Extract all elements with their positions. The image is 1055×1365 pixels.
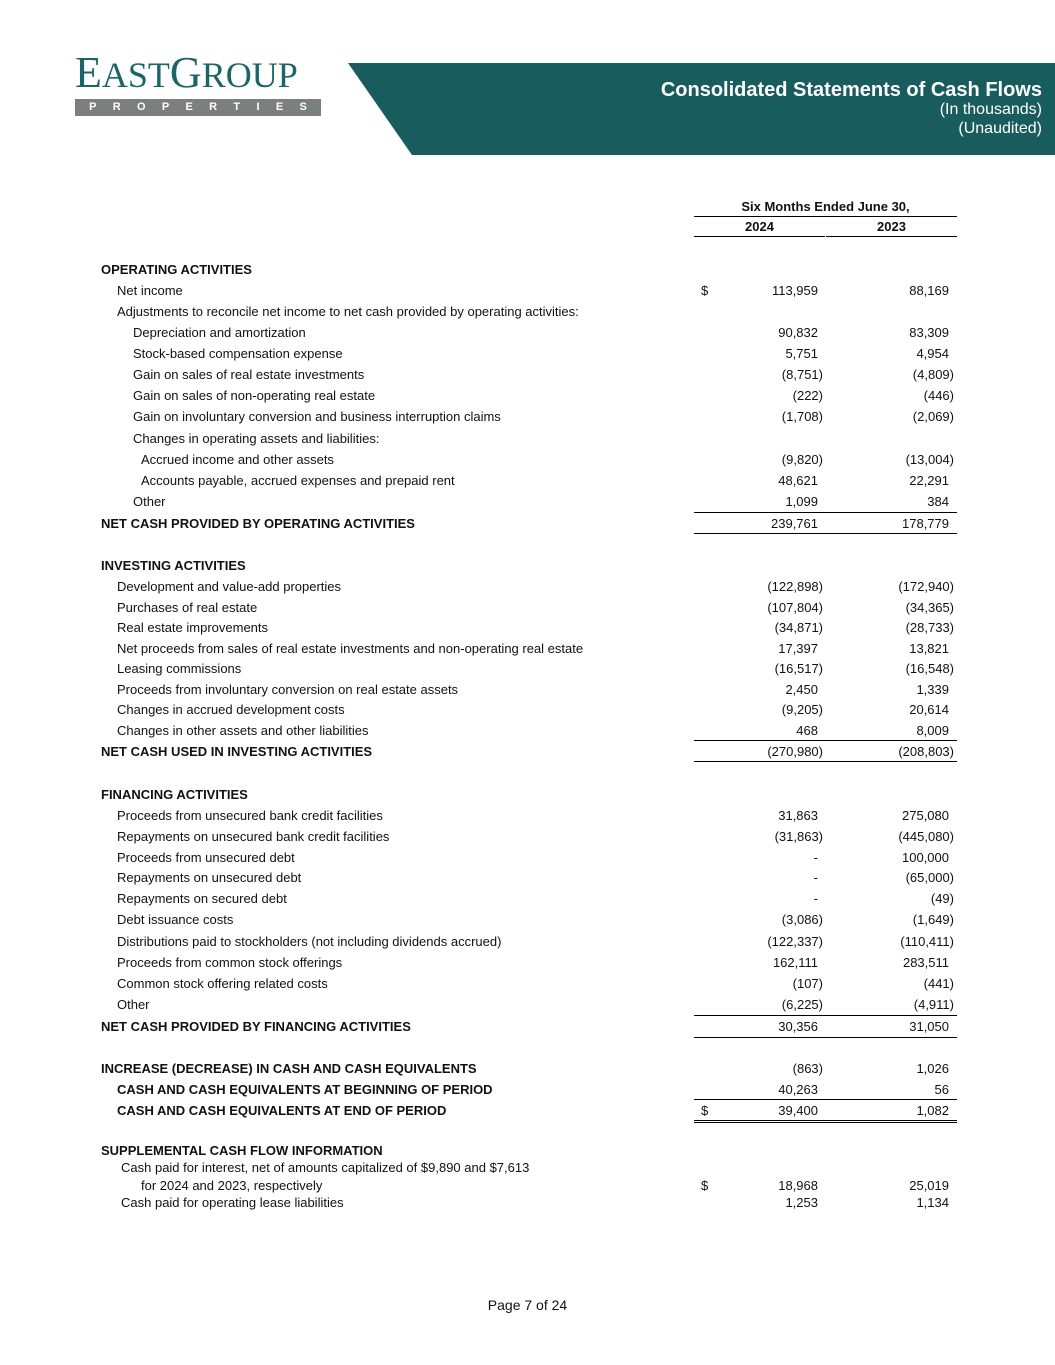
page-subtitle-units: (In thousands)	[939, 101, 1042, 118]
section-heading: SUPPLEMENTAL CASH FLOW INFORMATION	[101, 1143, 383, 1158]
page-number: Page 7 of 24	[487, 1297, 568, 1313]
subtotal-rule	[694, 1099, 957, 1100]
table-row: Accrued income and other assets (9,820) (13,004)	[141, 452, 954, 467]
section-heading: FINANCING ACTIVITIES	[101, 787, 248, 802]
table-row: Proceeds from unsecured bank credit facilities 31,863 275,080	[117, 808, 949, 823]
table-row: Purchases of real estate (107,804) (34,365)	[117, 600, 954, 615]
table-row: Repayments on secured debt - (49)	[117, 891, 954, 906]
section-heading: OPERATING ACTIVITIES	[101, 262, 252, 277]
table-row: Other (6,225) (4,911)	[117, 997, 954, 1012]
table-row: Accounts payable, accrued expenses and prepaid rent 48,621 22,291	[141, 473, 949, 488]
table-row: Adjustments to reconcile net income to net cash provided by operating activities:	[117, 304, 579, 319]
logo-properties-bar: P R O P E R T I E S	[75, 99, 321, 116]
table-row: Gain on sales of real estate investments (8,751) (4,809)	[133, 367, 954, 382]
total-row: CASH AND CASH EQUIVALENTS AT END OF PERIOD $ 39,400 1,082	[117, 1103, 949, 1118]
company-logo	[75, 48, 321, 116]
subtotal-rule	[694, 1015, 957, 1016]
year-header-2024: 2024	[694, 219, 825, 237]
total-rule	[694, 533, 957, 534]
year-header-2023: 2023	[826, 219, 957, 237]
total-row: NET CASH USED IN INVESTING ACTIVITIES (270,980) (208,803)	[101, 744, 954, 759]
total-rule	[694, 761, 957, 762]
grand-total-rule	[694, 1120, 957, 1123]
table-row: Real estate improvements (34,871) (28,733)	[117, 620, 954, 635]
table-row: Gain on involuntary conversion and business interruption claims (1,708) (2,069)	[133, 409, 954, 424]
total-row: CASH AND CASH EQUIVALENTS AT BEGINNING OF PERIOD 40,263 56	[117, 1082, 949, 1097]
table-row: Proceeds from common stock offerings 162,111 283,511	[117, 955, 949, 970]
table-row: Net income $ 113,959 88,169	[117, 283, 949, 298]
subtotal-rule	[694, 512, 957, 513]
period-header: Six Months Ended June 30,	[694, 199, 957, 217]
table-row: Gain on sales of non-operating real estate (222) (446)	[133, 388, 954, 403]
table-row: Cash paid for operating lease liabilities 1,253 1,134	[121, 1195, 949, 1210]
table-row: Distributions paid to stockholders (not including dividends accrued) (122,337) (110,411)	[117, 934, 954, 949]
table-row: Other 1,099 384	[133, 494, 949, 509]
table-row: Repayments on unsecured bank credit facilities (31,863) (445,080)	[117, 829, 954, 844]
table-row: for 2024 and 2023, respectively $ 18,968 25,019	[141, 1178, 949, 1193]
table-row: Repayments on unsecured debt - (65,000)	[117, 870, 954, 885]
subtotal-rule	[694, 740, 957, 741]
total-row: NET CASH PROVIDED BY OPERATING ACTIVITIES 239,761 178,779	[101, 516, 949, 531]
total-row: NET CASH PROVIDED BY FINANCING ACTIVITIES 30,356 31,050	[101, 1019, 949, 1034]
table-row: Leasing commissions (16,517) (16,548)	[117, 661, 954, 676]
total-row: INCREASE (DECREASE) IN CASH AND CASH EQUIVALENTS (863) 1,026	[101, 1061, 949, 1076]
table-row: Debt issuance costs (3,086) (1,649)	[117, 912, 954, 927]
logo-wordmark: EASTGROUP	[75, 48, 298, 97]
table-row: Net proceeds from sales of real estate investments and non-operating real estate 17,397 13,821	[117, 641, 949, 656]
table-row: Changes in accrued development costs (9,205) 20,614	[117, 702, 949, 717]
table-row: Proceeds from unsecured debt - 100,000	[117, 850, 949, 865]
table-row: Common stock offering related costs (107) (441)	[117, 976, 954, 991]
table-row: Proceeds from involuntary conversion on real estate assets 2,450 1,339	[117, 682, 949, 697]
table-row: Cash paid for interest, net of amounts capitalized of $9,890 and $7,613	[121, 1160, 530, 1175]
table-row: Changes in operating assets and liabilities:	[133, 431, 380, 446]
table-row: Stock-based compensation expense 5,751 4,954	[133, 346, 949, 361]
page-subtitle-audit: (Unaudited)	[958, 120, 1042, 137]
total-rule	[694, 1037, 957, 1038]
table-row: Changes in other assets and other liabilities 468 8,009	[117, 723, 949, 738]
table-row: Depreciation and amortization 90,832 83,309	[133, 325, 949, 340]
page-title: Consolidated Statements of Cash Flows	[660, 79, 1042, 101]
section-heading: INVESTING ACTIVITIES	[101, 558, 246, 573]
title-block	[661, 80, 1042, 138]
table-row: Development and value-add properties (122,898) (172,940)	[117, 579, 954, 594]
